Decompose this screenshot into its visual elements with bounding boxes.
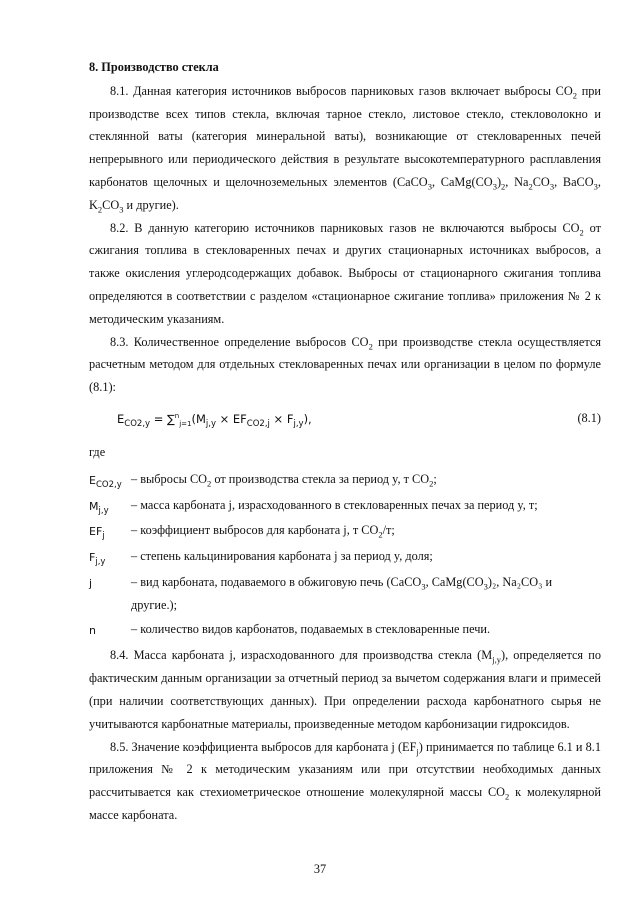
definition-symbol: j [89,576,93,590]
definition-symbol: $EF_j$ [89,525,105,542]
definition-text: – коэффициент выбросов для карбоната j, т $CO_2/т$; [131,523,395,540]
definition-symbol: n [89,623,96,637]
section-heading: 8. Производство стекла [89,60,219,74]
definition-symbol: $F_{j,y}$ [89,551,106,568]
paragraph-8-2: 8.2. В данную категорию источников парниковых газов не включаются выбросы $CO_2$ от сжигания топлива в стекловаренных печах и других стационарных источниках выбросов, а также окисления углеродсодержащих добавок. Выбросы от стационарного сжигания топлива определяются в соответствии с разделом «стационарное сжигание топлива» приложения № 2 к методическим указаниям. [89,220,601,326]
definitions-list [89,468,601,643]
formula-8-1 [89,403,601,433]
paragraph-8-4: 8.4. Масса карбоната j, израсходованного для производства стекла $(M_{j,y})$, определяется по фактическим данным организации за отчетный период за вычетом содержания влаги и примесей (при наличии соответствующих данных). При определении расхода карбонатного сырья не учитываются карбонатные материалы, произведенные методом карбонизации гидроксидов. [89,648,601,731]
definition-text: – вид карбоната, подаваемого в обжиговую печь (CaCO$_3$, $CaMg(CO_3)_2$, Na₂CO₃ и другие.); [131,574,553,612]
definition-text: – степень кальцинирования карбоната j за период y, доля; [131,549,433,564]
definition-text: – количество видов карбонатов, подаваемых в стекловаренные печи. [131,621,491,636]
formula-number: (8.1) [577,410,601,425]
definition-symbol: $E_{CO2,y}$ [89,473,122,490]
paragraph-8-3: 8.3. Количественное определение выбросов $CO_2$ при производстве стекла осуществляется расчетным методом для отдельных стекловаренных печах или организации в целом по формуле (8.1): [89,334,601,395]
definition-text: – выбросы $CO_2$ от производства стекла за период y, т $CO_2$; [131,471,437,489]
definition-symbol: $M_{j,y}$ [89,499,109,516]
page-content [89,56,601,827]
paragraph-8-1: 8.1. Данная категория источников выбросов парниковых газов включает выбросы $CO_2$ при производстве всех типов стекла, включая тарное стекло, листовое стекло, стекловолокно и стеклянной ваты (категория минеральной ваты), возникающие от стекловаренных печей непрерывного или периодического действия в результате высокотемпературного расплавления карбонатов щелочных и щелочноземельных элементов (CaCO$_3$, $CaMg(CO_3)_2$, $Na_2CO_3$, BaCO$_3$, $K_2CO_3$ и другие). [89,83,602,215]
page-number: 37 [313,862,327,876]
where-label: где [89,444,106,459]
paragraph-8-5: 8.5. Значение коэффициента выбросов для карбоната j $(EF_j)$ принимается по таблице 6.1 и 8.1 приложения № 2 к методическим указаниям или при отсутствии необходимых данных рассчитывается как стехиометрическое отношение молекулярной массы $CO_2$ к молекулярной массе карбоната. [89,739,601,822]
formula-expression: $E_{CO2,y} = \sum^n_{j=1}(M_{j,y} \times EF_{CO2,j} \times F_{j,y})$, [117,411,312,430]
definition-text: – масса карбоната j, израсходованного в стекловаренных печах за период y, т; [131,497,538,512]
